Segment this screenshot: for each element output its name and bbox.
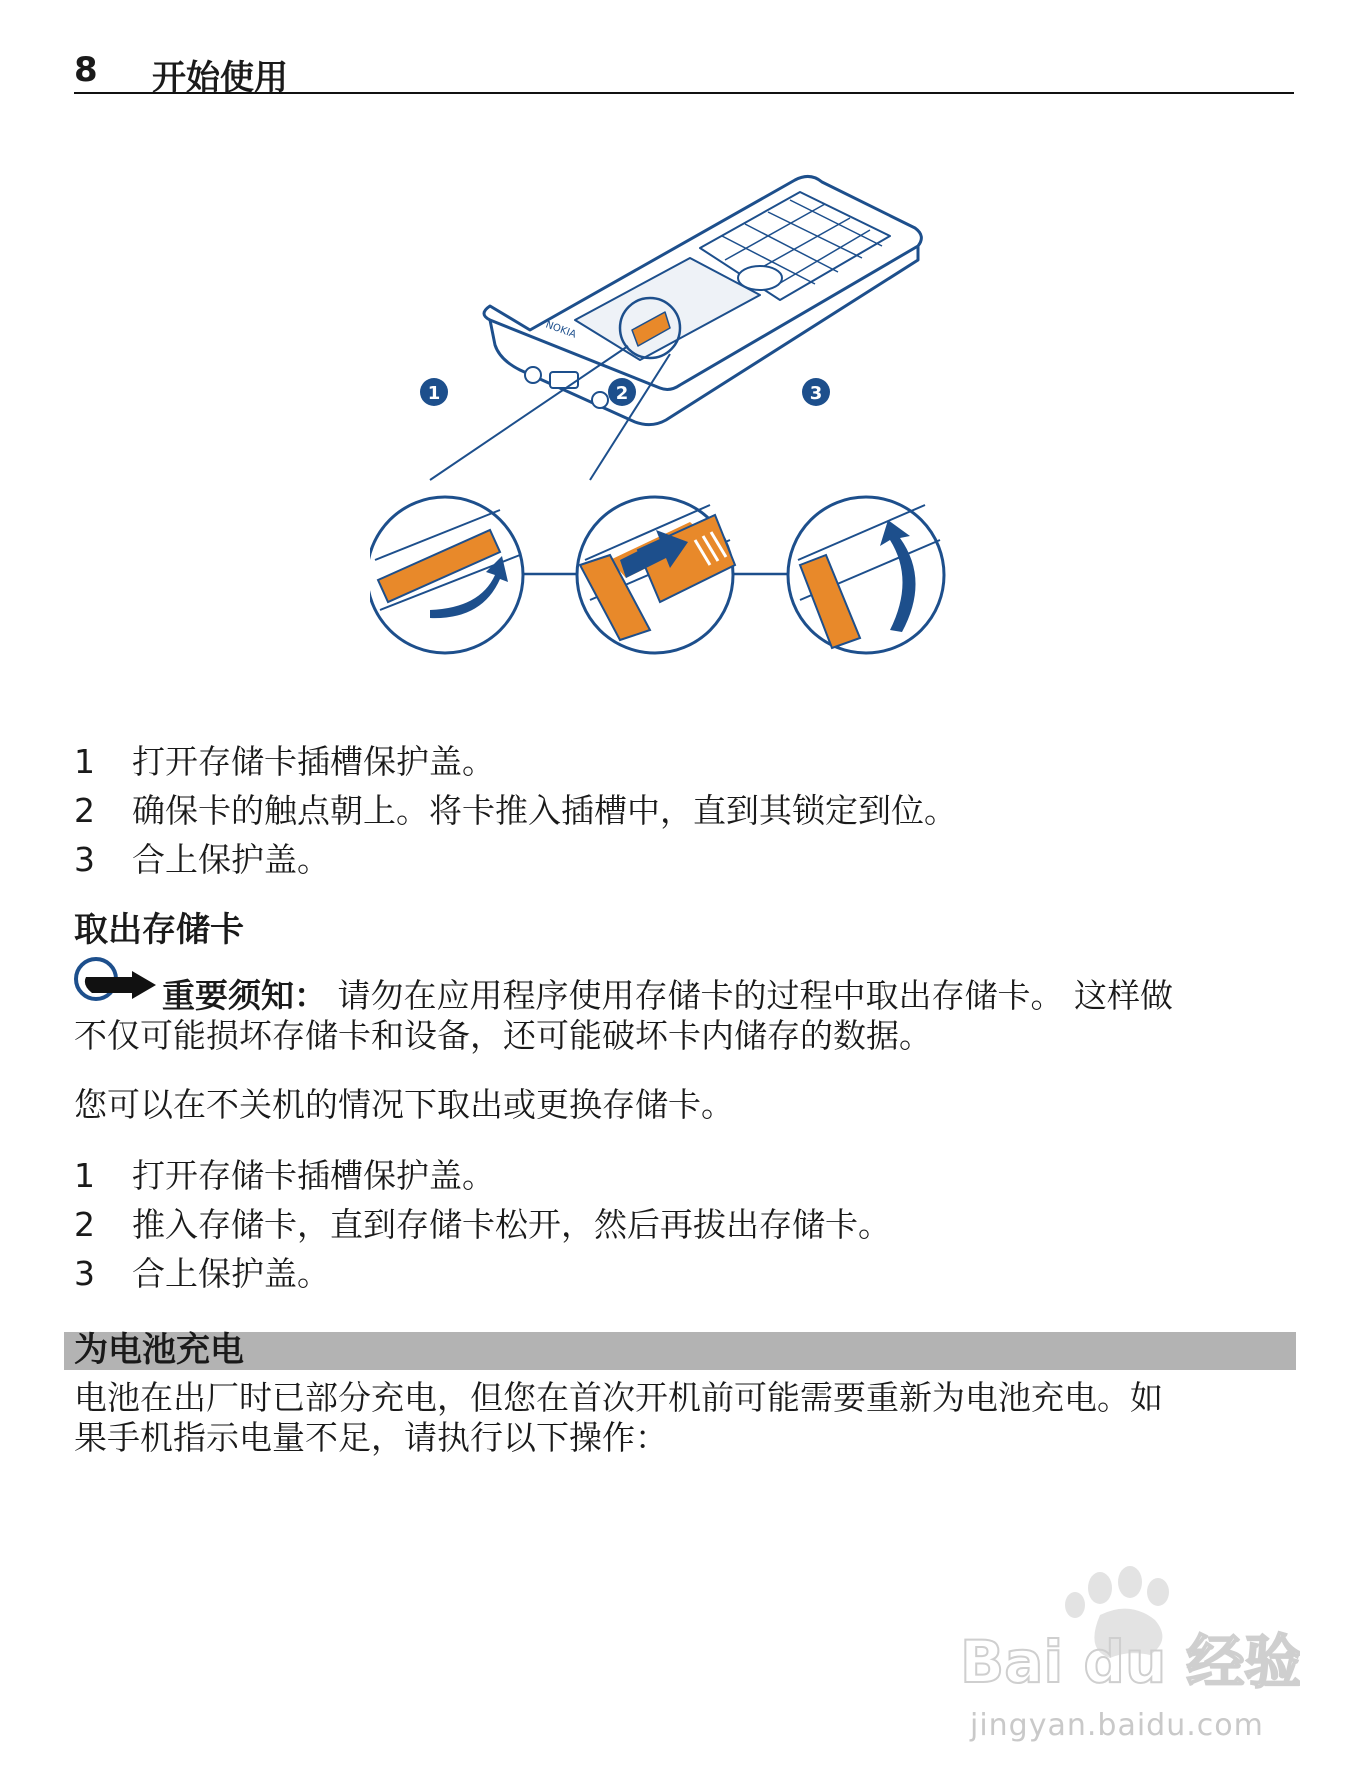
charge-heading: 为电池充电 [74,1330,244,1370]
baidu-watermark [950,1560,1300,1760]
step-badge-1 [420,378,448,406]
phone-drawing [484,176,921,424]
insert-step-1-text: 打开存储卡插槽保护盖。 [132,742,495,781]
remove-card-heading: 取出存储卡 [74,910,244,950]
page-number: 8 [74,50,98,90]
memory-card-illustration [370,160,990,680]
charge-para-line-2: 果手机指示电量不足，请执行以下操作： [74,1418,668,1457]
step-3-detail [788,497,944,653]
remove-intro: 您可以在不关机的情况下取出或更换存储卡。 [74,1085,734,1124]
warning-hand-icon [72,955,158,1007]
brand-on-phone: NOKIA [543,319,578,341]
charge-heading-bar [64,1332,1296,1370]
note-text-1: 请勿在应用程序使用存储卡的过程中取出存储卡。 这样做 [337,976,1173,1015]
remove-step-3-number: 3 [74,1254,95,1293]
svg-text:1: 1 [427,383,441,404]
note-label: 重要须知： [162,976,327,1015]
insert-step-1-number: 1 [74,742,95,781]
remove-step-3-text: 合上保护盖。 [132,1254,330,1293]
note-line-1 [162,976,1173,1016]
charge-para-line-1: 电池在出厂时已部分充电，但您在首次开机前可能需要重新为电池充电。如 [74,1378,1163,1417]
step-2-detail [577,497,735,653]
remove-step-1-text: 打开存储卡插槽保护盖。 [132,1156,495,1195]
remove-step-2-text: 推入存储卡，直到存储卡松开，然后再拔出存储卡。 [132,1205,891,1244]
chapter-title: 开始使用 [152,58,288,98]
step-badge-3 [802,378,830,406]
note-line-2: 不仅可能损坏存储卡和设备，还可能破坏卡内储存的数据。 [74,1016,932,1055]
svg-text:3: 3 [809,383,823,404]
insert-step-3-text: 合上保护盖。 [132,840,330,879]
insert-step-3-number: 3 [74,840,95,879]
step-1-detail [370,497,523,653]
watermark-url: jingyan.baidu.com [970,1708,1264,1743]
page-header [74,46,1294,98]
remove-step-1-number: 1 [74,1156,95,1195]
watermark-brand: Bai du 经验 [960,1628,1300,1696]
remove-step-2-number: 2 [74,1205,95,1244]
svg-text:2: 2 [615,383,629,404]
step-badge-2 [608,378,636,406]
baidu-paw-logo-icon [950,1560,1300,1710]
insert-step-2-number: 2 [74,791,95,830]
insert-step-2-text: 确保卡的触点朝上。将卡推入插槽中，直到其锁定到位。 [132,791,957,830]
